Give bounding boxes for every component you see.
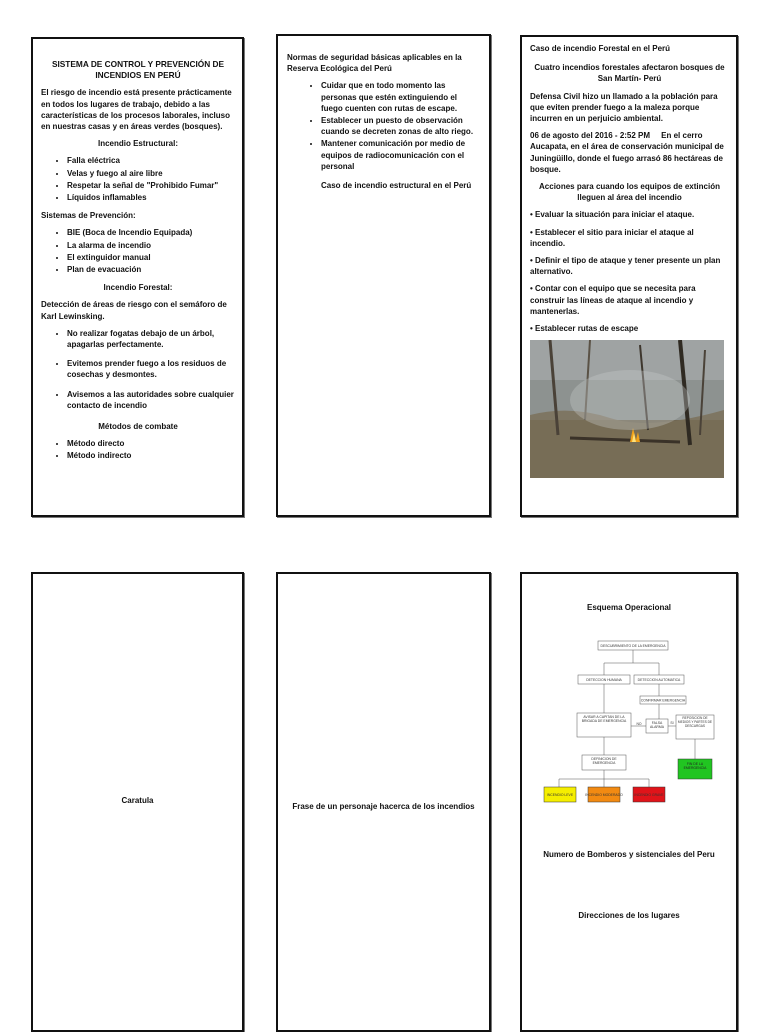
addresses-heading: Direcciones de los lugares — [578, 911, 680, 920]
flow-label-moderado: INCENDIO MODERADO — [585, 793, 623, 797]
brochure-panel-scheme — [520, 572, 738, 1032]
list-item: • Evitemos prender fuego a los residuos de cosechas y desmontes. — [67, 358, 235, 380]
list-item: • Falla eléctrica — [67, 155, 235, 166]
flow-label-leve: INCENDIO LEVE — [546, 793, 574, 797]
list-item: • Velas y fuego al aire libre — [67, 168, 235, 179]
intro-paragraph: El riesgo de incendio está presente prácticamente en todos los lugares de trabajo, debido a las características de los procesos laborales, incluso en nuestras casas y en áreas verdes (bosques). — [41, 88, 232, 132]
forest-fire-photo — [530, 340, 724, 478]
action-item: • Establecer rutas de escape — [530, 324, 639, 334]
forest-case-paragraph: Defensa Civil hizo un llamado a la población para que eviten prender fuego a la maleza porque incurren en un perjuicio ambiental. — [530, 91, 718, 124]
prevention-list — [41, 227, 235, 275]
flow-label-definicion: DEFINICION DE EMERGENCIA — [591, 757, 617, 766]
list-item: • El extinguidor manual — [67, 252, 235, 263]
brochure-panel-intro — [31, 37, 244, 517]
list-item: • BIE (Boca de Incendio Equipada) — [67, 227, 235, 238]
flow-label-human: DETECCION HUMANA — [586, 678, 622, 682]
forest-list — [41, 328, 235, 411]
list-item: • Mantener comunicación por medio de equipos de radiocomunicación con el personal — [321, 138, 480, 172]
actions-heading: Acciones para cuando los equipos de extinción lleguen al área del incendio — [539, 182, 720, 203]
action-item: • Contar con el equipo que se necesita para construir las líneas de ataque al incendio y mantenerlas. — [530, 284, 696, 316]
firefighters-numbers-heading: Numero de Bomberos y sistenciales del Peru — [543, 850, 715, 859]
action-item: • Evaluar la situación para iniciar el ataque. — [530, 210, 695, 220]
normas-list — [287, 80, 480, 172]
flow-label-automatic: DETECCION AUTOMATICA — [637, 678, 681, 682]
brochure-title: SISTEMA DE CONTROL Y PREVENCIÓN DE INCENDIOS EN PERÚ — [51, 59, 225, 81]
list-item: • La alarma de incendio — [67, 240, 235, 251]
forest-case-title: Caso de incendio Forestal en el Perú — [530, 44, 671, 53]
operational-flowchart — [542, 639, 722, 814]
forest-intro: Detección de áreas de riesgo con el semáforo de Karl Lewinsking. — [41, 300, 227, 321]
flow-label-fin-wrap — [679, 762, 711, 778]
list-item: • Avisemos a las autoridades sobre cualquier contacto de incendio — [67, 389, 235, 411]
flow-label-discovery: DESCUBRIMIENTO DE LA EMERGENCIA — [600, 644, 666, 648]
quote-label: Frase de un personaje hacerca de los incendios — [292, 802, 475, 811]
flow-label-fin: FIN DE LA EMERGENCIA — [683, 762, 707, 771]
list-item: • Líquidos inflamables — [67, 192, 235, 203]
structural-case-heading: Caso de incendio estructural en el Perú — [321, 181, 472, 191]
flow-label-definicion-wrap — [583, 757, 625, 770]
action-item: • Establecer el sitio para iniciar el ataque al incendio. — [530, 227, 694, 248]
flow-label-avisar: AVISAR A CAPITAN DE LA BRIGADA DE EMERGENCIA — [581, 715, 627, 724]
brochure-panel-quote — [276, 572, 491, 1032]
list-item: • Plan de evacuación — [67, 264, 235, 275]
brochure-panel-cover — [31, 572, 244, 1032]
flow-label-reposicion: REPOSICION DE MEDIOS Y PARTES DE DESCARGAS — [677, 716, 713, 728]
list-item: • Cuidar que en todo momento las personas que estén extinguiendo el fuego cuenten con rutas de escape. — [321, 80, 480, 114]
prevention-heading: Sistemas de Prevención: — [41, 211, 136, 221]
forest-heading: Incendio Forestal: — [103, 283, 173, 293]
flow-label-confirm: CONFIRMAR EMERGENCIA — [640, 698, 686, 703]
brochure-panel-forest-case — [520, 35, 738, 517]
methods-heading: Métodos de combate — [98, 422, 178, 432]
brochure-panel-normas — [276, 34, 491, 517]
methods-list — [41, 438, 235, 461]
flow-label-no: NO — [636, 722, 642, 726]
forest-case-date: 06 de agosto del 2016 - 2:52 PM En el cerro Aucapata, en el área de conservación municipal de Juningüillo, donde el fuego arrasó 86 hectáreas de bosque. — [530, 131, 727, 174]
normas-title: Normas de seguridad básicas aplicables en la Reserva Ecológica del Perú — [287, 53, 462, 74]
action-item: • Definir el tipo de ataque y tener presente un plan alternativo. — [530, 256, 721, 277]
flow-label-grave: INCENDIO GRAVE — [634, 793, 664, 797]
list-item: • Método indirecto — [67, 450, 235, 461]
scheme-title: Esquema Operacional — [586, 603, 672, 612]
flow-label-falsa: FALSA ALARMA — [650, 721, 664, 730]
flow-label-falsa-wrap — [647, 721, 667, 733]
forest-case-headline: Cuatro incendios forestales afectaron bosques de San Martín- Perú — [534, 63, 725, 84]
list-item: • Respetar la señal de "Prohibido Fumar" — [67, 180, 235, 191]
list-item: • Establecer un puesto de observación cuando se decreten zonas de alto riego. — [321, 115, 480, 137]
list-item: • No realizar fogatas debajo de un árbol, apagarlas perfectamente. — [67, 328, 235, 350]
structural-heading: Incendio Estructural: — [97, 139, 178, 149]
flow-label-si: SI — [670, 721, 674, 725]
list-item: • Método directo — [67, 438, 235, 449]
cover-label: Caratula — [121, 796, 154, 805]
structural-list — [41, 155, 235, 203]
flow-label-reposicion-wrap — [677, 716, 713, 738]
flow-label-avisar-wrap — [578, 715, 630, 737]
